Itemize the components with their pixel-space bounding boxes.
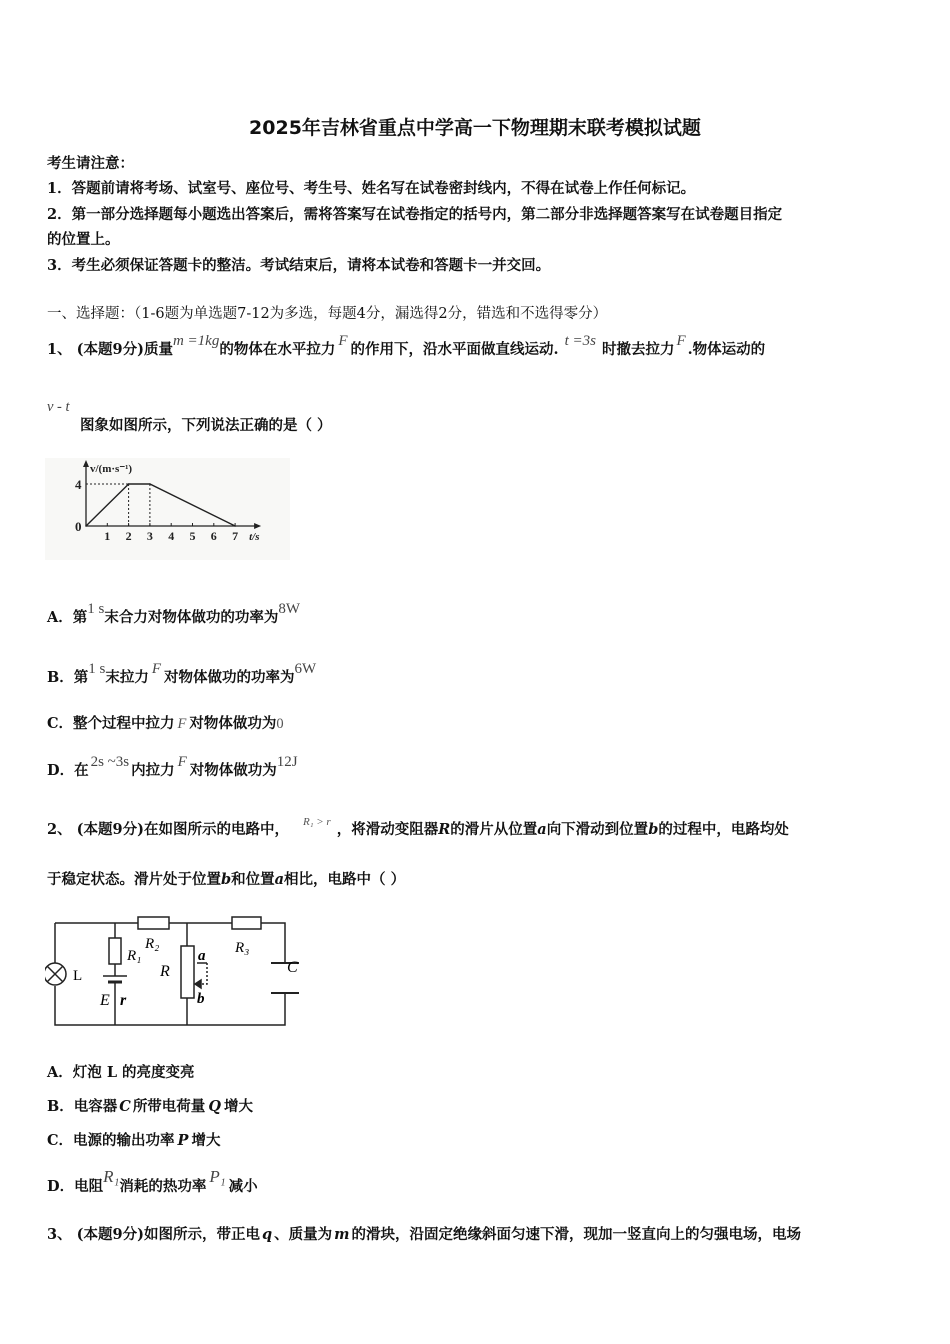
section-heading: 一、选择题：（1-6题为单选题7-12为多选，每题4分，漏选得2分，错选和不选得零分）: [47, 306, 608, 322]
option-var: C: [119, 1098, 131, 1115]
question-1-line-1: [47, 333, 766, 359]
option-text: 减小: [228, 1178, 258, 1195]
q2-text: 和位置: [231, 871, 275, 888]
q2-number: 2、: [47, 821, 72, 838]
origin-label: 0: [75, 519, 82, 534]
option-text: 增大: [223, 1098, 253, 1115]
data-point: [128, 483, 130, 485]
q2-var: a: [537, 821, 547, 838]
q3-text: 、质量为: [274, 1226, 333, 1243]
option-text: 内拉力: [131, 762, 175, 779]
option-text: 电容器: [73, 1098, 118, 1115]
option-text: 末拉力: [105, 669, 149, 686]
q2-condition: R₁ > r: [302, 816, 331, 828]
q2-text: ，将滑动变阻器: [336, 821, 439, 838]
q1-text: 的作用下，沿水平面做直线运动.: [350, 341, 559, 358]
slider-arrow: [195, 980, 201, 988]
page-title: 2025年吉林省重点中学高一下物理期末联考模拟试题: [249, 117, 701, 139]
q2-option-b[interactable]: [47, 1095, 253, 1116]
q1-force: F: [676, 333, 686, 349]
x-tick-label: 6: [210, 529, 217, 543]
option-math: R₁: [103, 1167, 120, 1186]
option-text: 在: [74, 762, 89, 779]
option-math: F: [177, 754, 187, 770]
data-point: [85, 525, 87, 527]
rheostat-r: [181, 946, 194, 998]
label-R1: R₁: [127, 948, 142, 964]
q3-var: q: [261, 1226, 273, 1243]
option-text: 末合力对物体做功的功率为: [104, 609, 279, 626]
q2-text: 向下滑动到位置: [546, 821, 649, 838]
q2-var: b: [221, 871, 232, 888]
label-r: r: [120, 992, 127, 1009]
q1-option-d[interactable]: [47, 754, 298, 780]
option-var: P: [177, 1132, 189, 1149]
option-label: A．: [47, 1064, 73, 1081]
circuit-diagram: [45, 908, 310, 1033]
x-tick-label: 3: [146, 529, 153, 543]
option-math: 8W: [278, 601, 301, 617]
x-axis-label: t/s: [249, 531, 260, 543]
option-label: D．: [47, 762, 75, 779]
y-axis-label: v/(m·s⁻¹): [90, 463, 133, 475]
option-text: 电源的输出功率: [73, 1132, 175, 1149]
y-tick-label: 4: [75, 477, 82, 492]
option-text: 整个过程中拉力: [73, 715, 175, 732]
question-2-line-2: [47, 868, 405, 889]
option-label: D．: [47, 1178, 75, 1195]
q1-text-line-2: 图象如图所示，下列说法正确的是（ ）: [80, 417, 332, 434]
q2-text: 于稳定状态。滑片处于位置: [47, 871, 221, 888]
option-text: 对物体做功为: [189, 762, 277, 779]
vt-chart: [45, 458, 290, 560]
label-b: b: [197, 991, 205, 1007]
label-a: a: [198, 948, 206, 964]
option-text: 增大: [191, 1132, 221, 1149]
option-math: 12J: [276, 754, 298, 770]
x-tick-label: 2: [125, 529, 132, 543]
option-math: F: [151, 661, 162, 677]
option-text: 对物体做功的功率为: [164, 669, 295, 686]
notice-item-1: 1．答题前请将考场、试室号、座位号、考生号、姓名写在试卷密封线内，不得在试卷上作任何标记。: [47, 180, 696, 197]
option-text: 灯泡 L 的亮度变亮: [72, 1064, 195, 1081]
q2-option-c[interactable]: [47, 1129, 220, 1150]
label-R3: R₃: [235, 940, 250, 956]
label-R2: R₂: [145, 936, 160, 952]
question-2-line-1: [47, 818, 789, 839]
q2-var: b: [648, 821, 659, 838]
notice-item-2-cont: 的位置上。: [47, 231, 120, 248]
q1-text: 质量: [143, 341, 173, 358]
q2-text: 相比，电路中（ ）: [284, 871, 406, 888]
label-R: R: [160, 963, 170, 980]
notice-item-3: 3．考生必须保证答题卡的整洁。考试结束后，请将本试卷和答题卡一并交回。: [47, 257, 551, 274]
q2-text: 的滑片从位置: [450, 821, 538, 838]
option-math: 1 s: [88, 661, 106, 677]
option-var: Q: [208, 1098, 221, 1115]
question-3-line-1: [47, 1223, 801, 1244]
q2-text: 在如图所示的电路中，: [143, 821, 289, 838]
q1-mass: m =1kg: [172, 333, 220, 349]
q2-option-d[interactable]: [47, 1167, 258, 1196]
notice-heading: 考生请注意：: [47, 155, 134, 172]
q3-text: 的滑块，沿固定绝缘斜面匀速下滑，现加一竖直向上的匀强电场，电场: [351, 1226, 801, 1243]
option-text: 对物体做功为: [189, 715, 277, 732]
q3-var: m: [334, 1226, 350, 1243]
x-tick-label: 7: [232, 529, 239, 543]
option-label: C．: [47, 1132, 74, 1149]
option-math: 2s ~3s: [90, 754, 130, 770]
option-math: 1 s: [87, 601, 105, 617]
option-text: 第: [73, 669, 89, 686]
q1-time: t =3s: [564, 333, 596, 349]
chart-background: [45, 458, 290, 560]
label-E: E: [100, 992, 110, 1009]
x-tick-label: 5: [189, 529, 196, 543]
x-tick-label: 1: [104, 529, 111, 543]
option-label: B．: [47, 669, 74, 686]
option-text: 第: [72, 609, 88, 626]
option-label: A．: [47, 609, 73, 626]
q2-score: (本题9分): [76, 821, 144, 838]
q1-option-b[interactable]: [47, 661, 317, 687]
option-math: 6W: [294, 661, 317, 677]
option-text: 消耗的热功率: [119, 1178, 207, 1195]
q1-option-c[interactable]: [47, 712, 284, 733]
q1-text: 的物体在水平拉力: [219, 341, 336, 358]
wire: [55, 986, 285, 1025]
label-L: L: [73, 968, 83, 984]
q3-score: (本题9分): [76, 1226, 144, 1243]
q2-text: 的过程中，电路均处: [658, 821, 789, 838]
q3-text: 如图所示，带正电: [143, 1226, 260, 1243]
q2-option-a[interactable]: [47, 1061, 195, 1082]
option-math: 0: [276, 716, 284, 732]
option-math: F: [177, 716, 187, 732]
x-tick-label: 4: [168, 529, 175, 543]
resistor-r1: [109, 938, 121, 964]
q3-number: 3、: [47, 1226, 72, 1243]
q1-score: (本题9分): [76, 341, 144, 358]
q1-text: .物体运动的: [687, 341, 766, 358]
option-label: B．: [47, 1098, 74, 1115]
option-math: P₁: [209, 1167, 226, 1186]
wire: [261, 923, 285, 963]
option-text: 电阻: [74, 1178, 104, 1195]
resistor-r2: [138, 917, 169, 929]
option-label: C．: [47, 715, 74, 732]
option-text: 所带电荷量: [132, 1098, 206, 1115]
q1-text: 时撤去拉力: [601, 341, 675, 358]
q1-option-a[interactable]: [47, 601, 301, 627]
resistor-r3: [232, 917, 261, 929]
label-C: C: [287, 959, 298, 976]
q2-var: R: [438, 821, 451, 838]
q2-var: a: [274, 871, 285, 888]
q1-vt: v - t: [47, 399, 70, 415]
notice-item-2: 2．第一部分选择题每小题选出答案后，需将答案写在试卷指定的括号内，第二部分非选择题答案写在试卷题目指定: [47, 206, 783, 223]
data-point: [234, 525, 236, 527]
q1-force: F: [338, 333, 348, 349]
q1-number: 1、: [47, 341, 72, 358]
data-point: [149, 483, 151, 485]
